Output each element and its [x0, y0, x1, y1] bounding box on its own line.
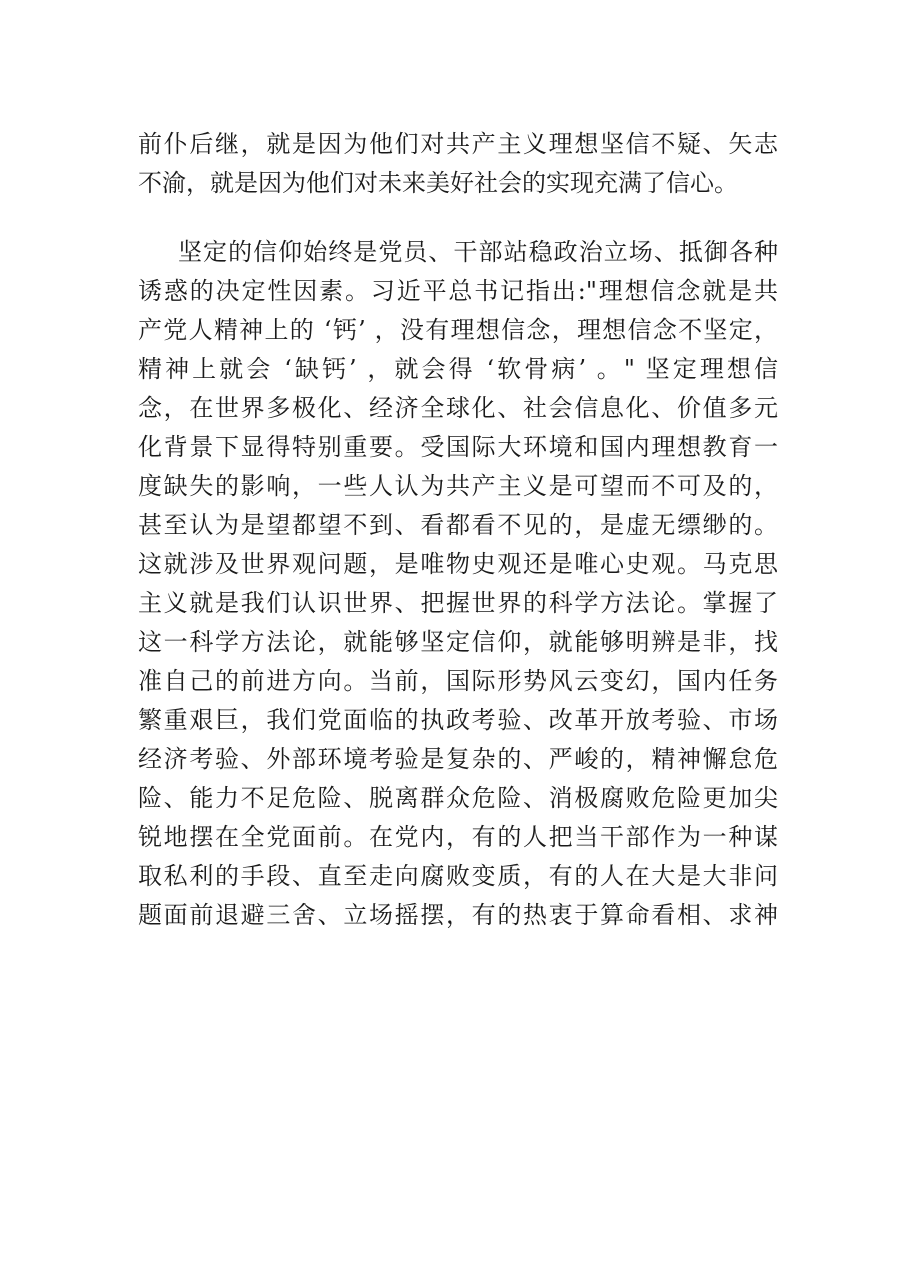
text-line: 准自己的前进方向。当前，国际形势风云变幻，国内任务: [138, 667, 778, 695]
text-line: 锐地摆在全党面前。在党内，有的人把当干部作为一种谋: [138, 823, 778, 851]
text-line: 繁重艰巨，我们党面临的执政考验、改革开放考验、市场: [138, 706, 778, 734]
text-line: 甚至认为是望都望不到、看都看不见的，是虚无缥缈的。: [138, 511, 778, 539]
text-line: 化背景下显得特别重要。受国际大环境和国内理想教育一: [138, 433, 778, 461]
text-line: 坚定的信仰始终是党员、干部站稳政治立场、抵御各种: [178, 238, 778, 266]
text-line: 这一科学方法论，就能够坚定信仰，就能够明辨是非，找: [138, 628, 778, 656]
text-line: 精神上就会 ‘缺钙’ ，就会得 ‘软骨病’ 。" 坚定理想信: [138, 355, 778, 383]
text-line: 主义就是我们认识世界、把握世界的科学方法论。掌握了: [138, 589, 778, 617]
text-line: 诱惑的决定性因素。习近平总书记指出:"理想信念就是共: [138, 277, 778, 305]
paragraph-2: [138, 233, 778, 974]
text-line: 度缺失的影响，一些人认为共产主义是可望而不可及的，: [138, 472, 778, 500]
text-line: 不渝，就是因为他们对未来美好社会的实现充满了信心。: [138, 169, 738, 197]
paragraph-1: [138, 125, 778, 203]
text-line: [138, 935, 778, 974]
text-line: 取私利的手段、直至走向腐败变质，有的人在大是大非问: [138, 862, 778, 890]
text-line: 产党人精神上的 ‘钙’ ，没有理想信念，理想信念不坚定，: [138, 316, 778, 344]
text-line: 念，在世界多极化、经济全球化、社会信息化、价值多元: [138, 394, 778, 422]
text-line: 经济考验、外部环境考验是复杂的、严峻的，精神懈怠危: [138, 745, 778, 773]
text-line: 前仆后继，就是因为他们对共产主义理想坚信不疑、矢志: [138, 130, 778, 158]
text-line: 险、能力不足危险、脱离群众危险、消极腐败危险更加尖: [138, 784, 778, 812]
text-line: 这就涉及世界观问题，是唯物史观还是唯心史观。马克思: [138, 550, 778, 578]
text-line: 题面前退避三舍、立场摇摆，有的热衷于算命看相、求神: [138, 901, 778, 929]
